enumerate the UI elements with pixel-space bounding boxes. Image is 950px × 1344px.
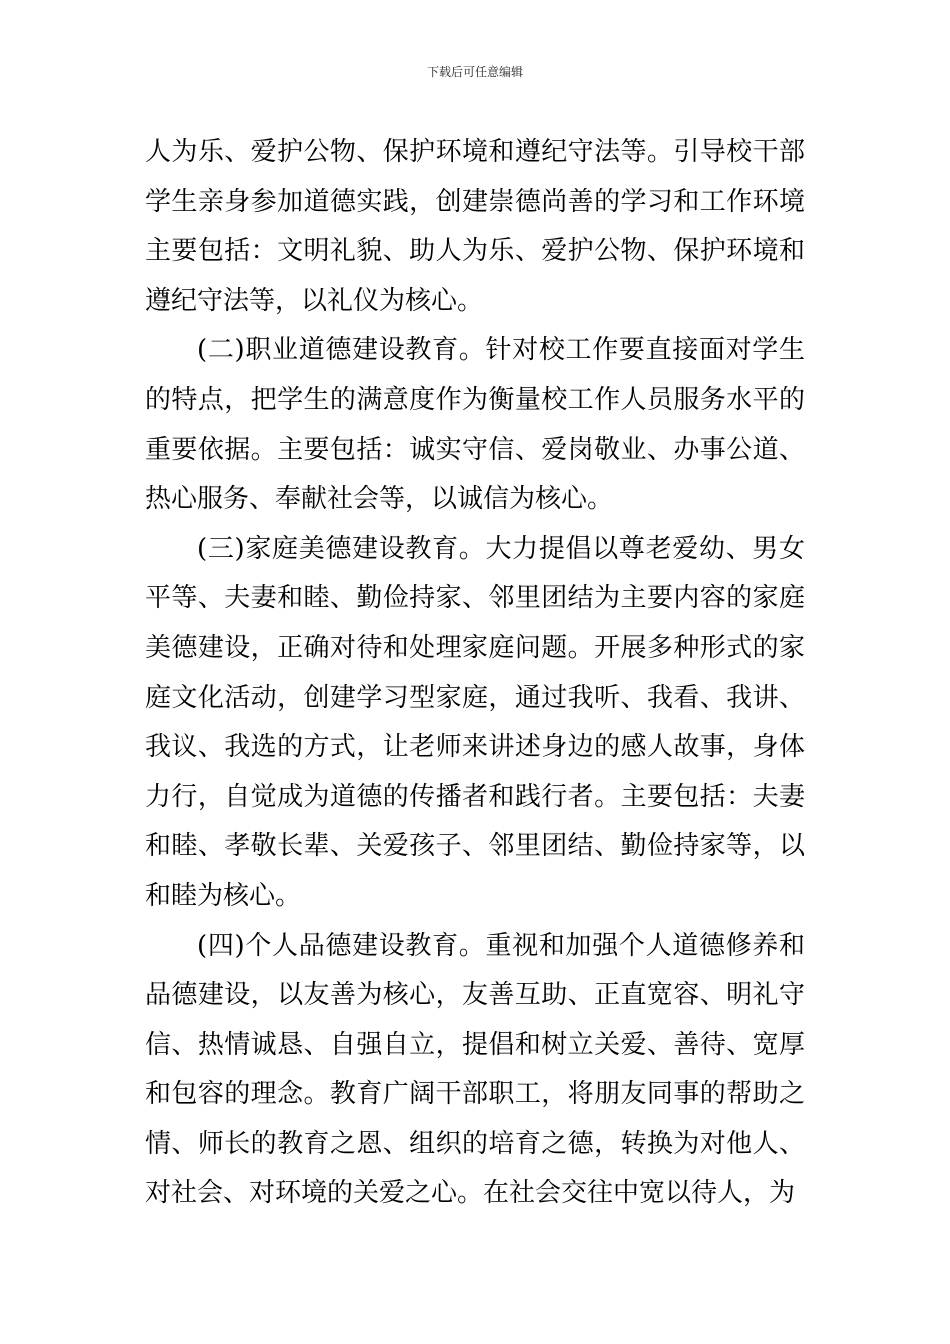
- document-body: [145, 128, 805, 1219]
- paragraph-continuation: 人为乐、爱护公物、保护环境和遵纪守法等。引导校干部学生亲身参加道德实践，创建崇德尚善的学习和工作环境主要包括：文明礼貌、助人为乐、爱护公物、保护环境和遵纪守法等，以礼仪为核心。: [145, 137, 805, 316]
- paragraph-professional-ethics: (二)职业道德建设教育。针对校工作要直接面对学生的特点，把学生的满意度作为衡量校工作人员服务水平的重要依据。主要包括：诚实守信、爱岗敬业、办事公道、热心服务、奉献社会等，以诚信为核心。: [145, 335, 805, 515]
- page-header: 下载后可任意编辑: [426, 65, 523, 79]
- paragraph-personal-morality: (四)个人品德建设教育。重视和加强个人道德修养和品德建设，以友善为核心，友善互助、正直宽容、明礼守信、热情诚恳、自强自立，提倡和树立关爱、善待、宽厚和包容的理念。教育广阔干部职工，将朋友同事的帮助之情、师长的教育之恩、组织的培育之德，转换为对他人、对社会、对环境的关爱之心。在社会交往中宽以待人，为: [145, 930, 805, 1209]
- paragraph-family-virtues: (三)家庭美德建设教育。大力提倡以尊老爱幼、男女平等、夫妻和睦、勤俭持家、邻里团结为主要内容的家庭美德建设，正确对待和处理家庭问题。开展多种形式的家庭文化活动，创建学习型家庭，通过我听、我看、我讲、我议、我选的方式，让老师来讲述身边的感人故事，身体力行，自觉成为道德的传播者和践行者。主要包括：夫妻和睦、孝敬长辈、关爱孩子、邻里团结、勤俭持家等，以和睦为核心。: [145, 533, 805, 911]
